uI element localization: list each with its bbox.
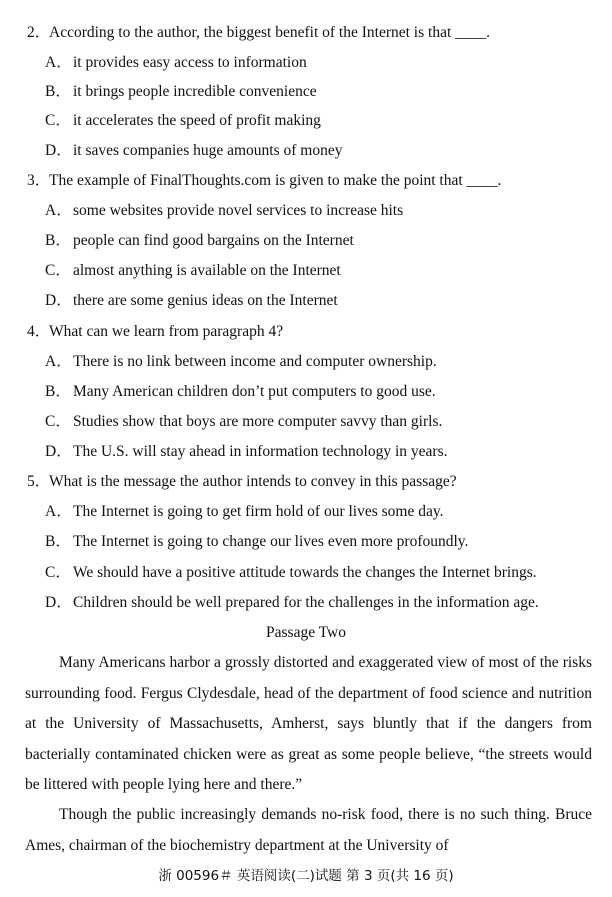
option-text: Children should be well prepared for the challenges in the information age.: [73, 594, 539, 611]
question-2: [27, 23, 490, 43]
option-text: people can find good bargains on the Internet: [73, 232, 354, 249]
option-text: it accelerates the speed of profit making: [73, 112, 321, 129]
question-2-option-c: [45, 111, 321, 131]
option-text: There is no link between income and computer ownership.: [73, 353, 437, 370]
option-letter: D．: [45, 142, 72, 159]
option-letter: C．: [45, 413, 71, 430]
option-letter: A．: [45, 202, 72, 219]
question-number: 2．: [27, 24, 51, 41]
option-text: it provides easy access to information: [73, 54, 307, 71]
question-number: 4．: [27, 323, 51, 340]
option-text: The Internet is going to get firm hold of our lives some day.: [73, 503, 444, 520]
question-3-option-c: [45, 261, 341, 281]
question-5: [27, 472, 457, 492]
question-stem: The example of FinalThoughts.com is given to make the point that ____.: [49, 172, 502, 189]
option-text: We should have a positive attitude towards the changes the Internet brings.: [73, 564, 537, 581]
option-text: Studies show that boys are more computer savvy than girls.: [73, 413, 443, 430]
option-letter: A．: [45, 353, 72, 370]
option-letter: B．: [45, 232, 71, 249]
passage-paragraph-1: Many Americans harbor a grossly distorted and exaggerated view of most of the risks surrounding food. Fergus Clydesdale, head of the department of food science and nutrition at the University of Massachusetts, Amherst, says bluntly that if the dangers from bacterially contaminated chicken were as great as some people believe, “the streets would be littered with people lying here and there.”: [25, 654, 592, 793]
option-text: The U.S. will stay ahead in information technology in years.: [73, 443, 448, 460]
option-letter: A．: [45, 54, 72, 71]
question-stem: What is the message the author intends to convey in this passage?: [49, 473, 457, 490]
question-4-option-a: [45, 352, 437, 372]
question-4-option-c: [45, 412, 442, 432]
question-3-option-b: [45, 231, 354, 251]
option-text: there are some genius ideas on the Internet: [73, 292, 338, 309]
question-5-option-b: [45, 532, 468, 552]
option-letter: C．: [45, 564, 71, 581]
option-letter: C．: [45, 262, 71, 279]
question-2-option-d: [45, 141, 342, 161]
question-2-option-a: [45, 53, 307, 73]
option-letter: B．: [45, 83, 71, 100]
option-letter: D．: [45, 443, 72, 460]
question-5-option-c: [45, 563, 537, 583]
question-3-option-a: [45, 201, 403, 221]
question-stem: What can we learn from paragraph 4?: [49, 323, 284, 340]
page-footer: 浙 00596＃ 英语阅读(二)试题 第 3 页(共 16 页): [158, 868, 454, 884]
question-number: 5．: [27, 473, 51, 490]
option-letter: D．: [45, 594, 72, 611]
question-number: 3．: [27, 172, 51, 189]
option-text: it saves companies huge amounts of money: [73, 142, 343, 159]
passage-paragraph-2: Though the public increasingly demands no-risk food, there is no such thing. Bruce Ames, chairman of the biochemistry department at the University of: [25, 806, 592, 854]
question-5-option-d: [45, 593, 539, 613]
option-letter: B．: [45, 383, 71, 400]
option-letter: B．: [45, 533, 71, 550]
option-letter: A．: [45, 503, 72, 520]
question-3-option-d: [45, 291, 338, 311]
option-text: some websites provide novel services to increase hits: [73, 202, 404, 219]
question-4-option-d: [45, 442, 448, 462]
question-4-option-b: [45, 382, 436, 402]
option-letter: C．: [45, 112, 71, 129]
passage-heading: Passage Two: [266, 624, 346, 641]
option-letter: D．: [45, 292, 72, 309]
question-5-option-a: [45, 502, 444, 522]
question-3: [27, 171, 501, 191]
option-text: almost anything is available on the Internet: [73, 262, 341, 279]
option-text: The Internet is going to change our lives even more profoundly.: [73, 533, 469, 550]
question-stem: According to the author, the biggest benefit of the Internet is that ____.: [49, 24, 491, 41]
option-text: Many American children don’t put computers to good use.: [73, 383, 436, 400]
question-4: [27, 322, 283, 342]
option-text: it brings people incredible convenience: [73, 83, 317, 100]
question-2-option-b: [45, 82, 317, 102]
